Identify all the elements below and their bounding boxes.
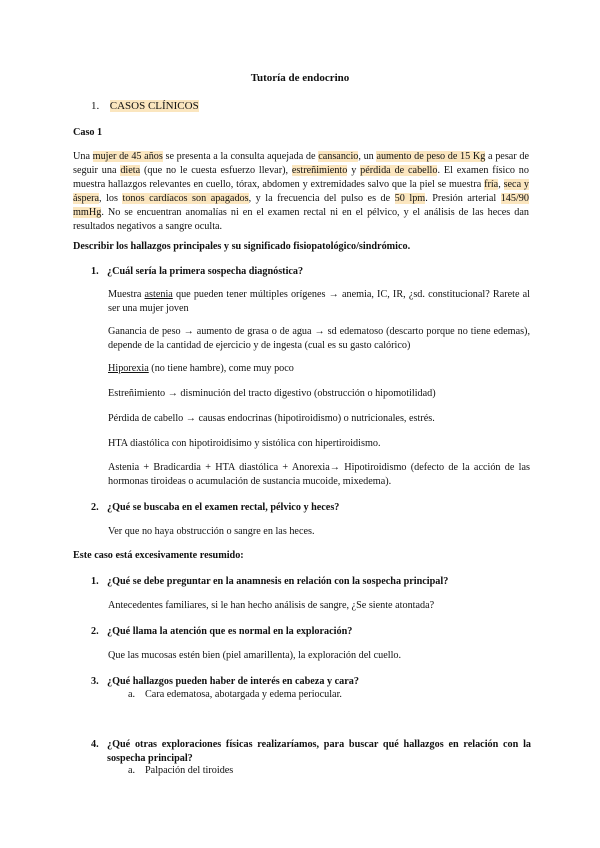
section-label: CASOS CLÍNICOS: [109, 100, 199, 112]
question-3: [91, 575, 531, 589]
highlighted-text: mujer de 45 años: [92, 151, 163, 162]
page-title: Tutoría de endocrino: [250, 72, 350, 84]
highlighted-text: aumento de peso de 15 Kg: [376, 151, 486, 162]
text-run: Astenia + Bradicardia + HTA diastólica + Anorexia→ Hipotiroidismo (defecto de la acción de las hormonas tiroideas o acumulación de sustancia mucoide, mixedema).: [108, 462, 530, 488]
text-run: se presenta a la consulta aquejada de: [162, 151, 319, 162]
question-number: 1.: [91, 266, 99, 277]
question-4: [91, 625, 531, 639]
text-run: a pesar de seguir una: [73, 151, 529, 177]
question-2: [91, 501, 531, 515]
question-6: [91, 738, 531, 766]
text-run: HTA diastólica con hipotiroidisimo y sistólica con hipertiroidismo.: [108, 438, 381, 449]
text-run: . Presión arterial: [425, 193, 501, 205]
question-number: 2.: [91, 502, 99, 513]
question-text: ¿Qué hallazgos pueden haber de interés en cabeza y cara?: [107, 676, 359, 687]
sub-letter: a.: [128, 689, 136, 700]
case-heading: Caso 1: [73, 127, 103, 138]
question-text: ¿Qué otras exploraciones físicas realizaríamos, para buscar qué hallazgos en relación con la sospecha principal?: [107, 739, 531, 765]
answer-paragraph: [108, 412, 530, 426]
highlighted-text: seca y áspera: [73, 179, 529, 205]
underlined-text: astenia: [144, 289, 173, 300]
highlighted-text: pérdida de cabello: [360, 165, 438, 177]
question-text: ¿Cuál sería la primera sospecha diagnóstica?: [107, 266, 304, 277]
answer-paragraph: [108, 461, 530, 489]
text-run: . El examen físico no muestra hallazgos relevantes en cuello, tórax, abdomen y extremidades salvo que la piel se muestra: [73, 165, 529, 191]
answer-paragraph: [108, 387, 530, 401]
text-run: ,: [498, 179, 504, 191]
instruction-heading: Describir los hallazgos principales y su significado fisiopatológico/sindrómico.: [73, 241, 411, 252]
highlighted-text: tonos cardíacos son apagados: [122, 193, 249, 205]
text-run: Muestra: [108, 289, 145, 300]
question-1: [91, 265, 531, 279]
question-5: [91, 675, 531, 689]
answer-paragraph: [108, 325, 530, 353]
question-number: 4.: [91, 739, 99, 750]
question-number: 2.: [91, 626, 99, 637]
text-run: Estreñimiento → disminución del tracto digestivo (obstrucción o hipomotilidad): [108, 388, 436, 399]
sub-text: Cara edematosa, abotargada y edema periocular.: [145, 689, 342, 700]
text-run: Pérdida de cabello → causas endocrinas (hipotiroidismo) o nutricionales, estrés.: [108, 413, 435, 424]
answer-paragraph: [108, 288, 530, 316]
answer-paragraph: Antecedentes familiares, si le han hecho análisis de sangre, ¿Se siente atontada?: [108, 600, 435, 611]
question-text: ¿Qué se debe preguntar en la anamnesis en relación con la sospecha principal?: [107, 576, 449, 587]
answer-paragraph: Que las mucosas estén bien (piel amarillenta), la exploración del cuello.: [108, 650, 402, 661]
answer-paragraph: [108, 437, 530, 451]
section-heading: [91, 99, 199, 114]
answer-paragraph: [108, 362, 530, 376]
highlighted-text: fría: [484, 179, 499, 191]
question-text: ¿Qué llama la atención que es normal en la exploración?: [107, 626, 353, 637]
highlighted-text: 50 lpm: [394, 193, 426, 205]
highlighted-text: 145/90 mmHg: [73, 193, 529, 219]
text-run: , un: [358, 151, 377, 162]
question-text: ¿Qué se buscaba en el examen rectal, pélvico y heces?: [107, 502, 340, 513]
text-run: Ganancia de peso → aumento de grasa o de agua → sd edematoso (descarto porque no tiene edemas), depende de la cantidad de ejercicio y de ingesta (cual es su gasto calórico): [108, 326, 530, 352]
sub-text: Palpación del tiroides: [145, 765, 234, 776]
answer-paragraph: Ver que no haya obstrucción o sangre en las heces.: [108, 526, 315, 537]
highlighted-text: estreñimiento: [291, 165, 348, 177]
highlighted-text: cansancio: [318, 151, 359, 162]
sub-answer: [128, 688, 528, 702]
sub-letter: a.: [128, 765, 136, 776]
text-run: (no tiene hambre), come muy poco: [148, 363, 294, 374]
text-run: Una: [73, 151, 93, 162]
underlined-text: Hiporexia: [108, 363, 149, 374]
text-run: , y la frecuencia del pulso es de: [248, 193, 395, 205]
highlighted-text: dieta: [120, 165, 141, 177]
text-run: (que no le cuesta esfuerzo llevar),: [140, 165, 292, 177]
text-run: , los: [99, 193, 123, 205]
section-number: 1.: [91, 100, 100, 112]
question-number: 1.: [91, 576, 99, 587]
text-run: . No se encuentran anomalías ni en el examen rectal ni en el pélvico, y el análisis de las heces dan resultados negativos a sangre oculta.: [73, 207, 529, 233]
case-description: [73, 150, 529, 234]
question-number: 3.: [91, 676, 99, 687]
summary-heading: Este caso está excesivamente resumido:: [73, 550, 244, 561]
text-run: que pueden tener múltiples orígenes → anemia, IC, IR, ¿sd. constitucional? Rarete al ser una mujer joven: [108, 289, 530, 315]
text-run: y: [347, 165, 361, 177]
sub-answer: [128, 764, 528, 778]
